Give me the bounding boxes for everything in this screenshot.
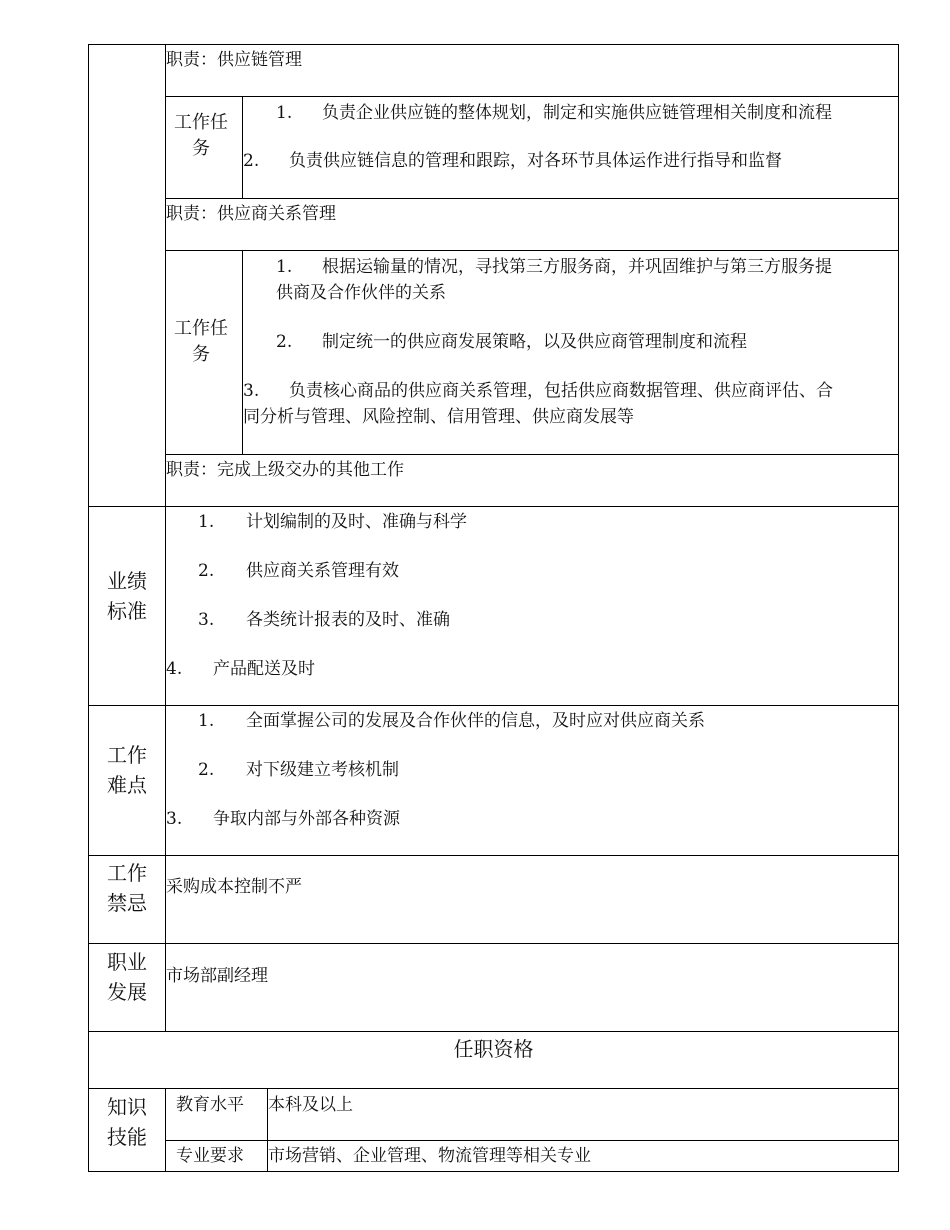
major-value: 市场营销、企业管理、物流管理等相关专业 xyxy=(268,1146,591,1166)
task-item: 3. 负责核心商品的供应商关系管理，包括供应商数据管理、供应商评估、合 xyxy=(243,381,833,401)
performance-item: 3. 各类统计报表的及时、准确 xyxy=(198,610,450,630)
duty-title: 职责：供应商关系管理 xyxy=(166,204,336,224)
knowledge-skills-label: 知识 技能 xyxy=(107,1095,147,1149)
performance-label: 业绩 标准 xyxy=(107,569,147,623)
performance-item: 2. 供应商关系管理有效 xyxy=(198,561,399,581)
task-item: 1. 负责企业供应链的整体规划，制定和实施供应链管理相关制度和流程 xyxy=(276,103,832,123)
career-label: 职业 发展 xyxy=(107,950,147,1004)
task-item-continuation: 供商及合作伙伴的关系 xyxy=(276,283,446,303)
difficulty-item: 3. 争取内部与外部各种资源 xyxy=(166,809,400,829)
duty-title: 职责：完成上级交办的其他工作 xyxy=(166,460,404,480)
task-item: 2. 制定统一的供应商发展策略，以及供应商管理制度和流程 xyxy=(276,332,747,352)
qualifications-header: 任职资格 xyxy=(453,1037,534,1061)
education-label: 教育水平 xyxy=(176,1095,244,1115)
task-item: 1. 根据运输量的情况，寻找第三方服务商，并巩固维护与第三方服务提 xyxy=(276,257,832,277)
taboo-label: 工作 禁忌 xyxy=(107,861,147,915)
task-item-continuation: 同分析与管理、风险控制、信用管理、供应商发展等 xyxy=(243,407,634,427)
performance-item: 4. 产品配送及时 xyxy=(166,659,315,679)
career-text: 市场部副经理 xyxy=(166,966,268,986)
difficulty-item: 1. 全面掌握公司的发展及合作伙伴的信息，及时应对供应商关系 xyxy=(198,711,705,731)
duty-title: 职责：供应链管理 xyxy=(166,50,302,70)
taboo-text: 采购成本控制不严 xyxy=(166,877,302,897)
task-item: 2. 负责供应链信息的管理和跟踪，对各环节具体运作进行指导和监督 xyxy=(243,151,782,171)
performance-item: 1. 计划编制的及时、准确与科学 xyxy=(198,512,467,532)
difficulty-label: 工作 难点 xyxy=(107,743,147,797)
education-value: 本科及以上 xyxy=(268,1095,353,1115)
task-label: 工作任务 xyxy=(174,112,228,159)
difficulty-item: 2. 对下级建立考核机制 xyxy=(198,760,399,780)
major-label: 专业要求 xyxy=(176,1146,244,1166)
task-label: 工作任务 xyxy=(174,318,228,365)
